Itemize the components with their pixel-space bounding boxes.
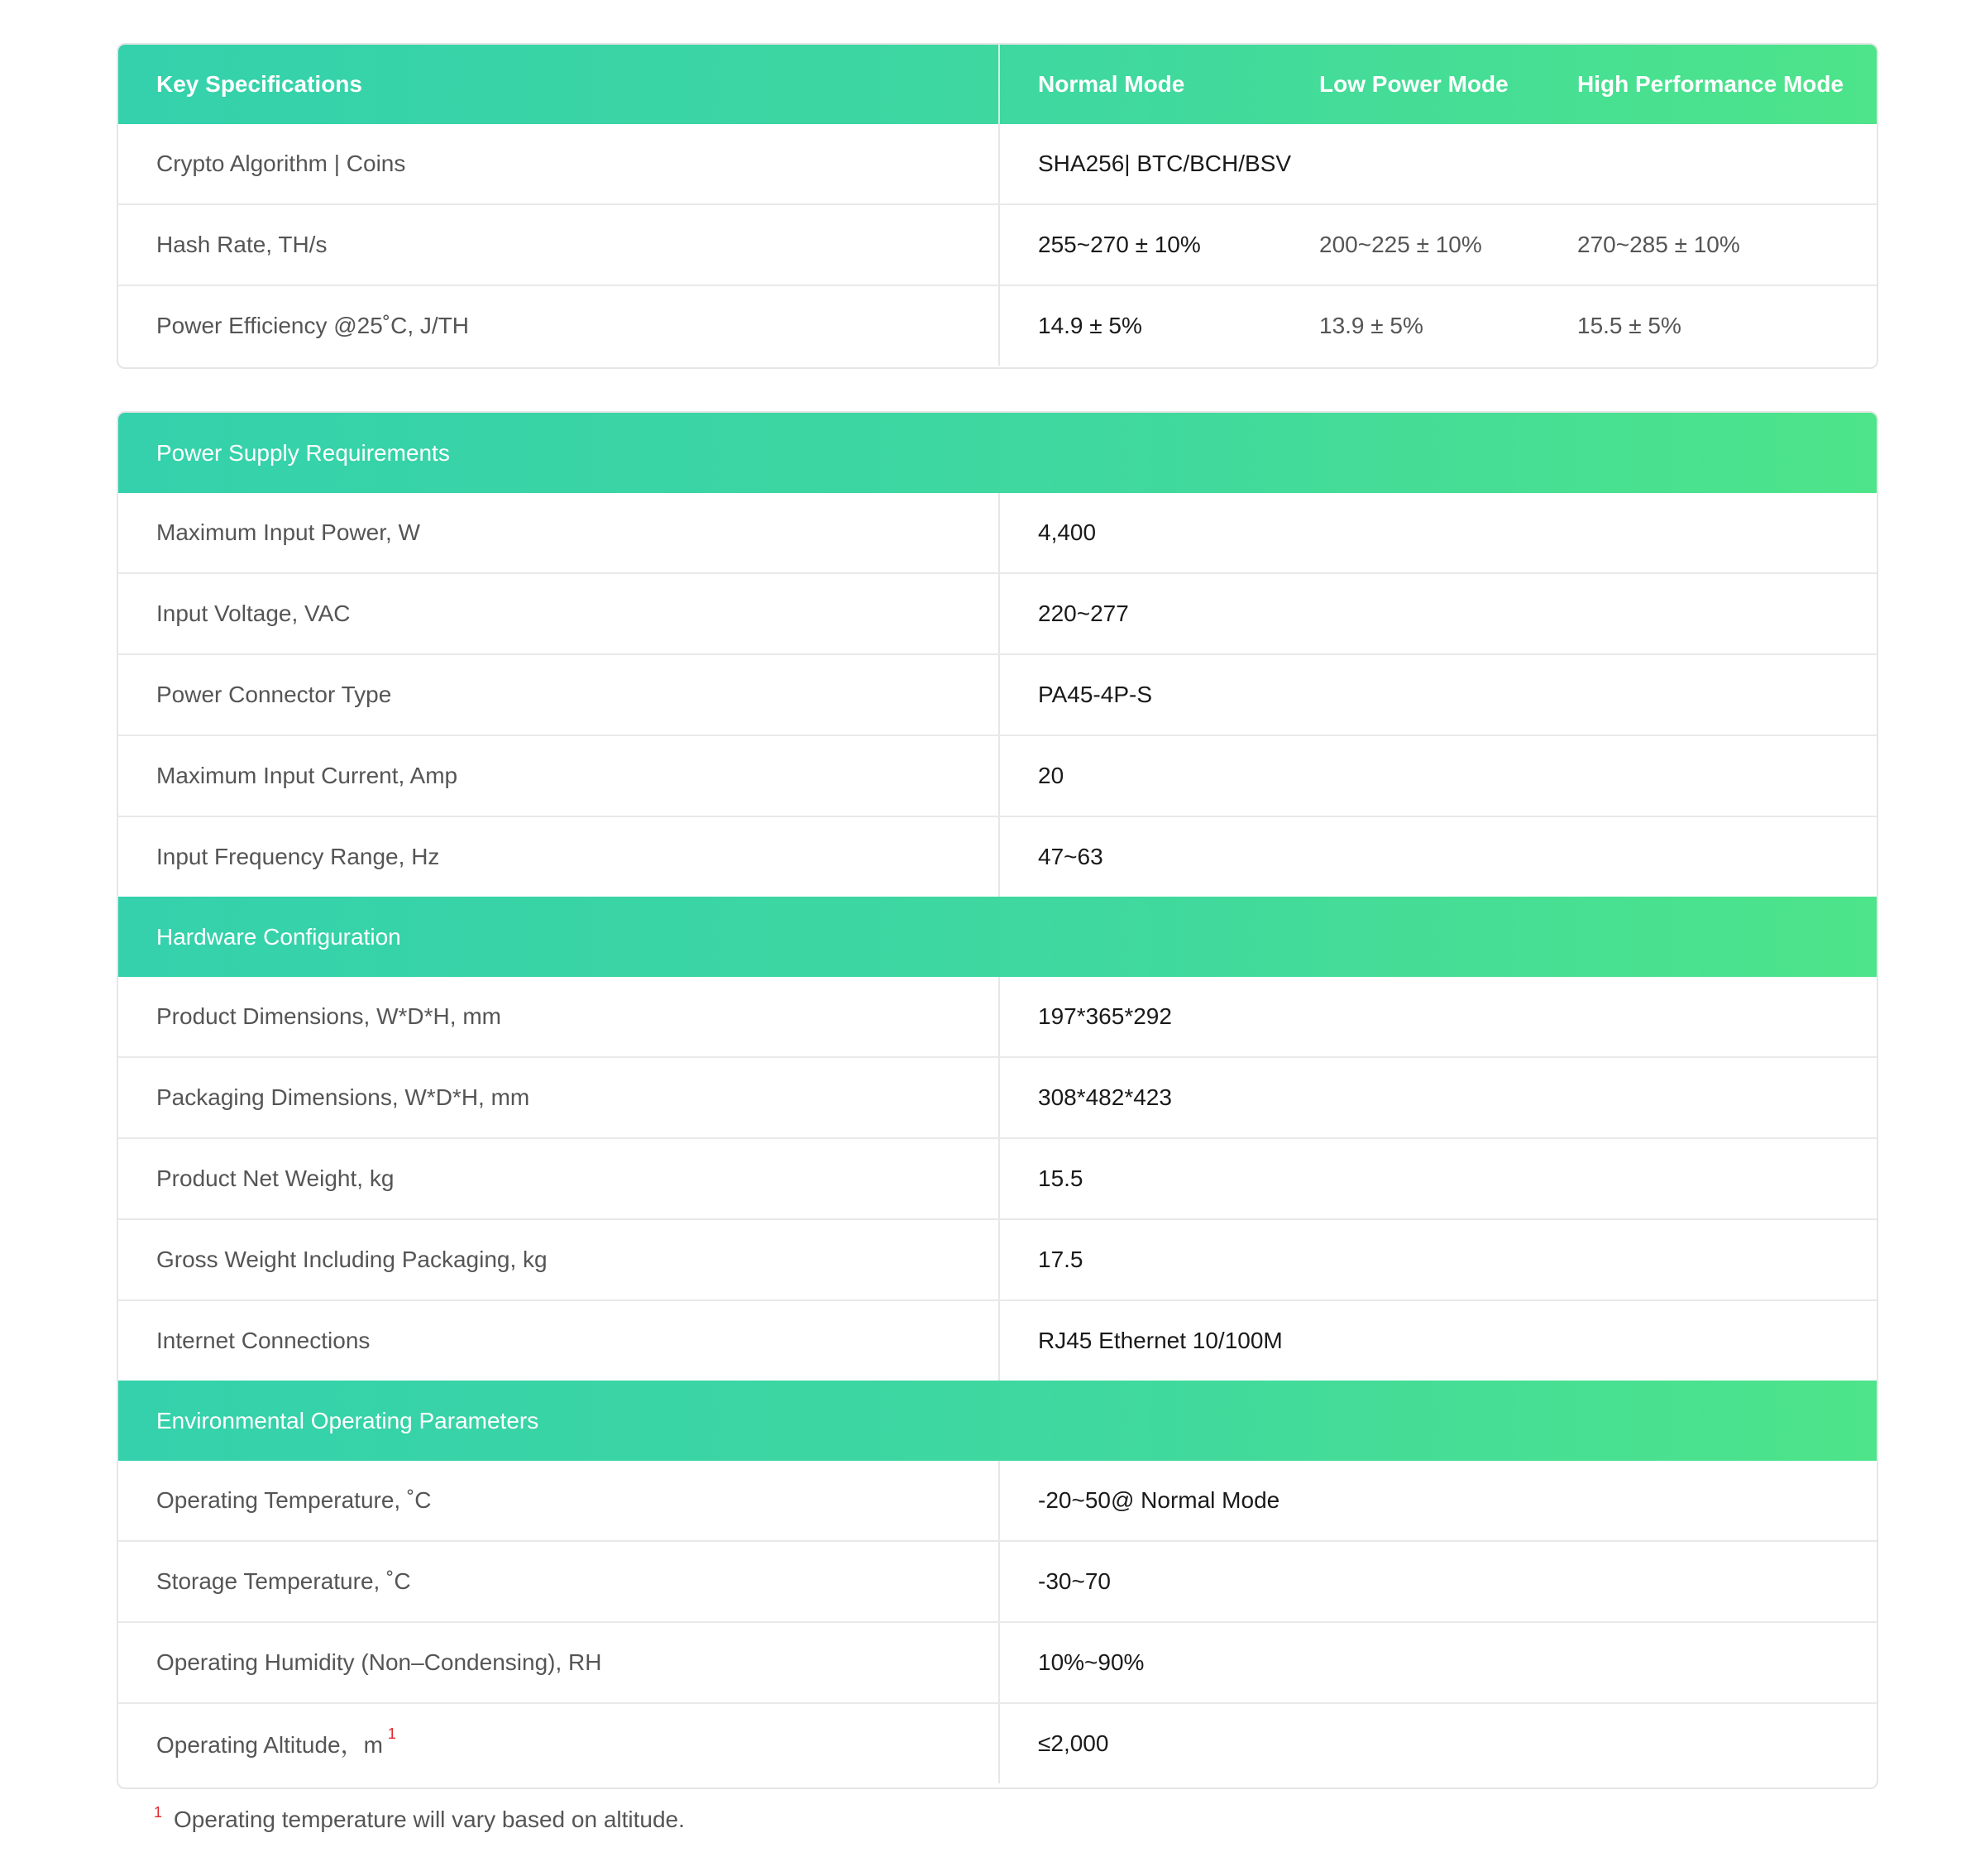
footnote [154,1804,685,1833]
column-divider [998,493,1000,572]
column-divider [998,736,1000,816]
row-value: 10%~90% [1038,1649,1145,1675]
section-title: Environmental Operating Parameters [156,1407,539,1433]
table-row [118,653,1877,735]
column-divider [998,655,1000,735]
row-label: Power Connector Type [156,682,392,707]
spec-normal-value: 255~270 ± 10% [1038,232,1201,257]
column-divider [998,45,1000,124]
column-divider [998,1301,1000,1381]
key-specifications-title: Key Specifications [156,71,362,97]
key-specifications-table [117,43,1878,369]
table-row [118,1218,1877,1299]
spec-row-hash-rate [118,203,1877,285]
row-label: Maximum Input Current, Amp [156,763,458,788]
section-header-hardware [118,897,1877,977]
spec-low-value: 200~225 ± 10% [1319,232,1482,257]
row-label: Storage Temperature, ˚C [156,1568,411,1594]
table-row [118,1461,1877,1540]
table-row [118,1702,1877,1783]
table-row [118,1621,1877,1702]
table-row [118,1056,1877,1137]
spec-label: Power Efficiency @25˚C, J/TH [156,313,470,338]
footnote-mark: 1 [387,1725,396,1742]
row-value: 220~277 [1038,601,1129,626]
column-divider [998,1461,1000,1540]
section-title: Hardware Configuration [156,923,401,950]
column-divider [998,124,1000,203]
low-power-mode-header: Low Power Mode [1319,71,1509,97]
spec-label: Hash Rate, TH/s [156,232,328,257]
parameters-table [117,411,1878,1789]
row-label: Operating Humidity (Non–Condensing), RH [156,1649,602,1675]
row-label: Product Net Weight, kg [156,1165,395,1191]
row-value: 15.5 [1038,1165,1083,1191]
column-divider [998,1139,1000,1218]
footnote-marker: 1 [154,1804,163,1821]
row-label: Product Dimensions, W*D*H, mm [156,1003,501,1029]
row-value: RJ45 Ethernet 10/100M [1038,1328,1283,1353]
column-divider [998,1220,1000,1299]
row-value: PA45-4P-S [1038,682,1152,707]
section-header-environmental [118,1381,1877,1461]
section-header-power-supply [118,413,1877,493]
high-performance-mode-header: High Performance Mode [1577,71,1844,97]
row-label: Gross Weight Including Packaging, kg [156,1247,548,1272]
column-divider [998,817,1000,897]
row-label: Packaging Dimensions, W*D*H, mm [156,1084,530,1110]
footnote-text: Operating temperature will vary based on altitude. [174,1807,685,1832]
column-divider [998,1623,1000,1702]
spec-row-power-efficiency [118,285,1877,366]
column-divider [998,977,1000,1056]
spec-row-crypto-algorithm [118,124,1877,203]
row-value: 4,400 [1038,519,1097,545]
table-row [118,1137,1877,1218]
column-divider [998,286,1000,366]
table-row [118,816,1877,897]
table-row [118,1299,1877,1381]
row-value: 20 [1038,763,1064,788]
table-row [118,1540,1877,1621]
table-row [118,735,1877,816]
row-label: Operating Altitude，m [156,1732,383,1758]
spec-high-value: 270~285 ± 10% [1577,232,1740,257]
column-divider [998,1058,1000,1137]
row-label-with-footnote [156,1704,396,1783]
row-label: Input Voltage, VAC [156,601,351,626]
normal-mode-header: Normal Mode [1038,71,1185,97]
row-value: 308*482*423 [1038,1084,1172,1110]
table-row [118,493,1877,572]
table-row [118,572,1877,653]
row-label: Operating Temperature, ˚C [156,1487,432,1513]
spec-label: Crypto Algorithm | Coins [156,151,406,176]
spec-low-value: 13.9 ± 5% [1319,313,1423,338]
column-divider [998,574,1000,653]
column-divider [998,1704,1000,1783]
row-label: Input Frequency Range, Hz [156,844,440,869]
column-divider [998,205,1000,285]
row-value: 17.5 [1038,1247,1083,1272]
spec-normal-value: SHA256| BTC/BCH/BSV [1038,151,1292,176]
table-row [118,977,1877,1056]
column-divider [998,1542,1000,1621]
spec-high-value: 15.5 ± 5% [1577,313,1681,338]
key-specifications-header [118,45,1877,124]
row-value: 47~63 [1038,844,1103,869]
row-value: 197*365*292 [1038,1003,1172,1029]
row-value: ≤2,000 [1038,1730,1109,1756]
row-value: -30~70 [1038,1568,1111,1594]
row-label: Maximum Input Power, W [156,519,420,545]
row-label: Internet Connections [156,1328,371,1353]
section-title: Power Supply Requirements [156,439,450,466]
row-value: -20~50@ Normal Mode [1038,1487,1280,1513]
spec-normal-value: 14.9 ± 5% [1038,313,1142,338]
